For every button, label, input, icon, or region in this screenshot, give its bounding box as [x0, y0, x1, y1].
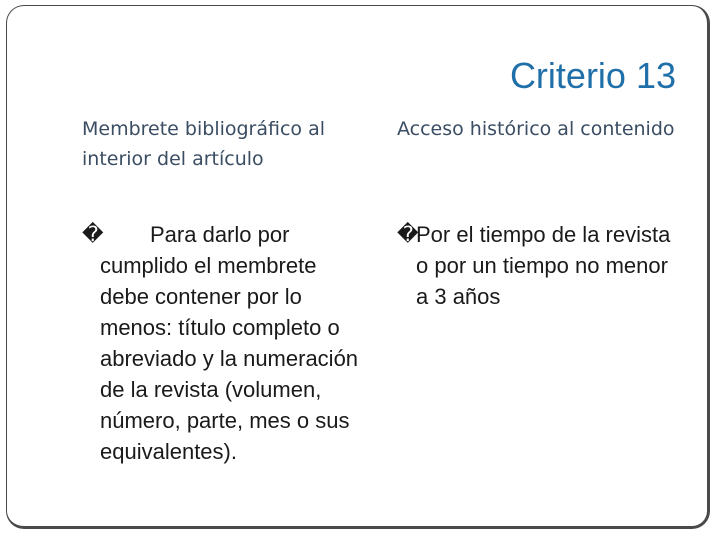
right-bullet-text-content: Por el tiempo de la revista o por un tiempo no menor a 3 años: [416, 222, 671, 309]
left-bullet-text-content: Para darlo por cumplido el membrete debe contener por lo menos: título completo o abreviado y la numeración de la revista (volumen, número, parte, mes o sus equivalentes).: [100, 222, 359, 464]
right-bullet-text: [416, 219, 676, 312]
left-bullet-text: [100, 219, 370, 467]
right-column-heading: Acceso histórico al contenido: [397, 118, 675, 140]
left-bullet-marker: �: [82, 222, 104, 246]
left-column-heading: Membrete bibliográfico al interior del artículo: [82, 118, 326, 170]
slide-title: Criterio 13: [509, 55, 676, 96]
right-bullet-marker: �: [397, 222, 419, 246]
